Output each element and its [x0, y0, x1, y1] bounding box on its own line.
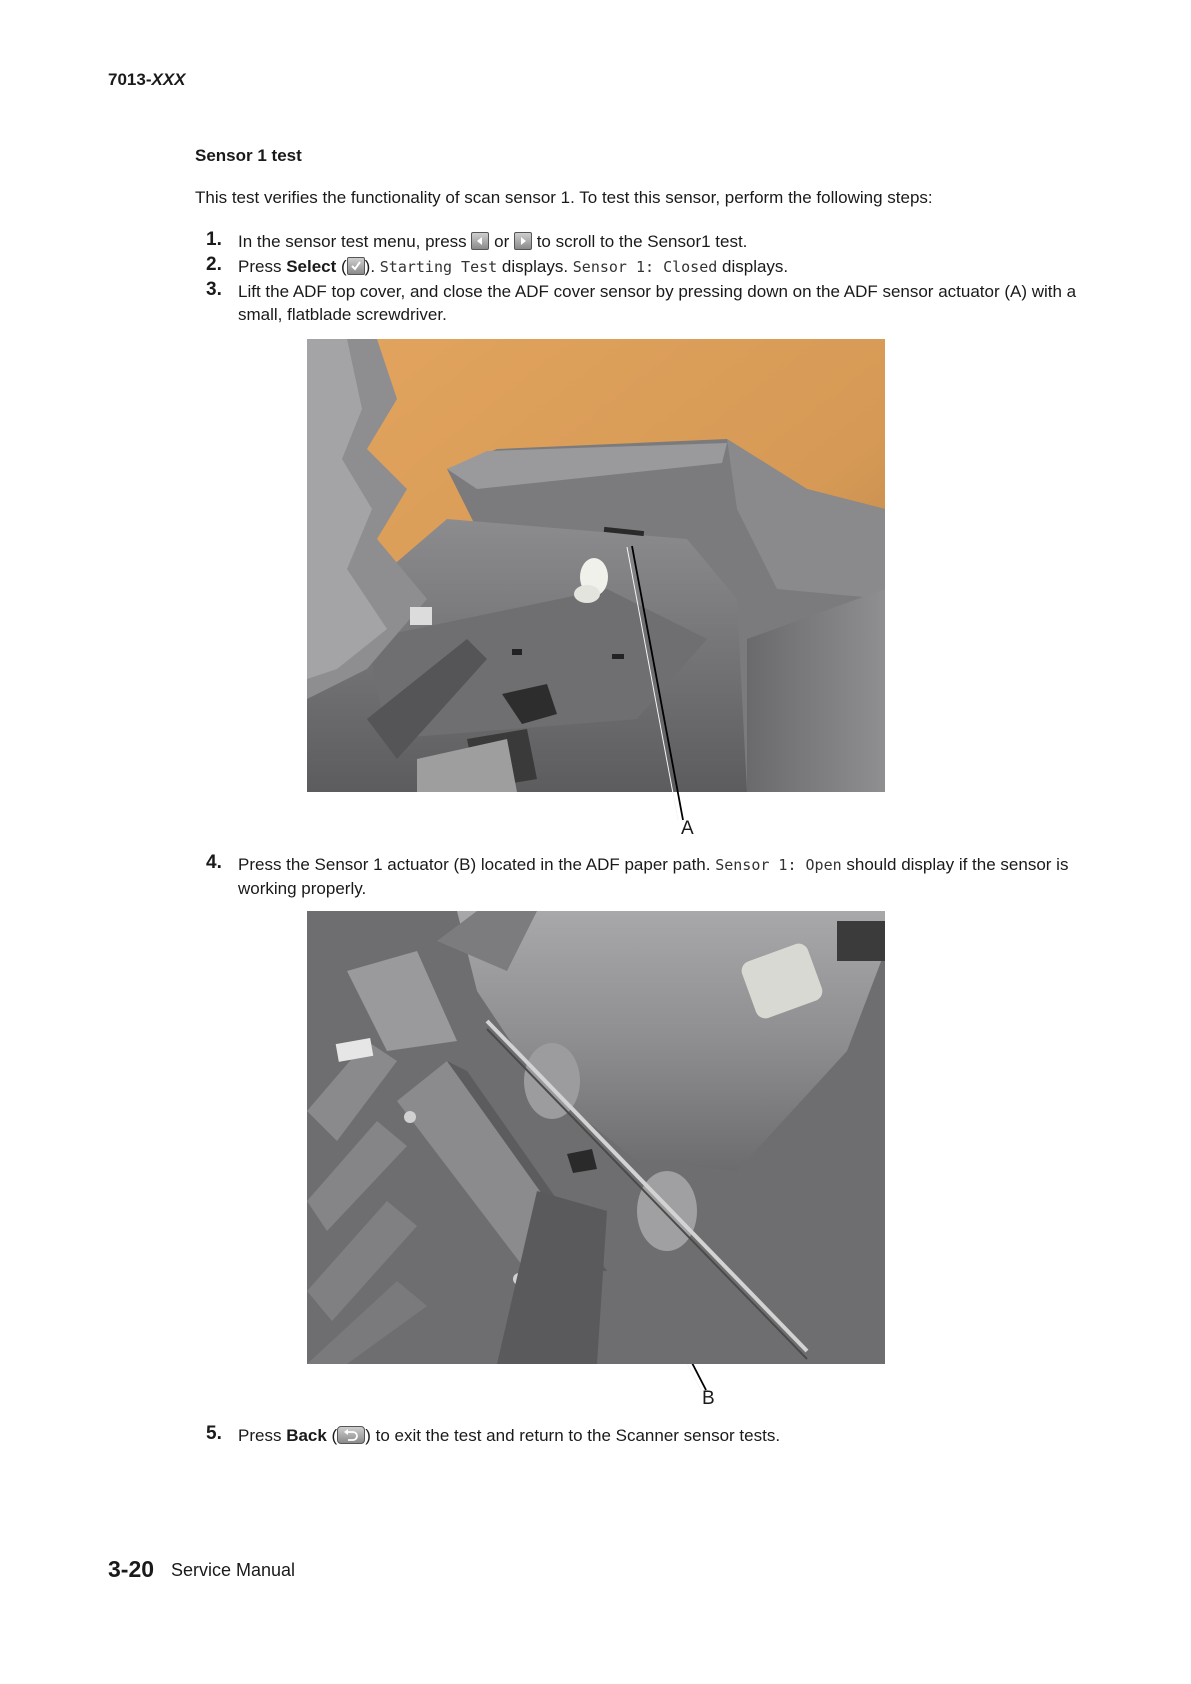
step-number: 4. — [206, 852, 222, 873]
step-text — [238, 1424, 1086, 1447]
step-text-part: In the sensor test menu, press — [238, 232, 472, 251]
step-text-part: or — [489, 232, 514, 251]
step-text: Lift the ADF top cover, and close the ADF cover sensor by pressing down on the ADF sensor actuator (A) with a small, flatblade screwdriver. — [238, 282, 1077, 324]
step-text-part: ( — [326, 1426, 338, 1445]
step-text-part: displays. — [497, 257, 573, 276]
step-4 — [206, 853, 1086, 900]
step-text-part: Press the Sensor 1 actuator (B) located in the ADF paper path. — [238, 855, 716, 874]
step-text-part: displays. — [717, 257, 789, 276]
step-text-part: ). — [364, 257, 380, 276]
display-message-starting-test: Starting Test — [379, 258, 498, 276]
step-text — [238, 853, 1086, 900]
model-suffix: XXX — [151, 70, 186, 89]
step-text-part: ( — [336, 257, 347, 276]
display-message-sensor-closed: Sensor 1: Closed — [572, 258, 718, 276]
callout-label-b: B — [702, 1388, 715, 1409]
page-number: 3-20 — [108, 1556, 155, 1582]
step-number: 1. — [206, 229, 222, 250]
step-text-part: should display if the sensor is working properly. — [238, 855, 1069, 898]
figure-paper-path-sensor-photo — [307, 911, 885, 1364]
back-button-icon — [337, 1426, 365, 1444]
step-number: 3. — [206, 279, 222, 300]
manual-title: Service Manual — [171, 1560, 296, 1580]
step-text-part: ) to exit the test and return to the Scanner sensor tests. — [365, 1426, 781, 1445]
step-number: 2. — [206, 254, 222, 275]
step-5 — [206, 1424, 1086, 1447]
display-message-sensor-open: Sensor 1: Open — [715, 856, 842, 874]
step-text-part: Press — [238, 257, 287, 276]
section-intro: This test verifies the functionality of scan sensor 1. To test this sensor, perform the following steps: — [195, 188, 933, 207]
back-label: Back — [286, 1426, 327, 1445]
select-label: Select — [286, 257, 337, 276]
model-prefix: 7013- — [108, 70, 152, 89]
step-text-part: Press — [238, 1426, 287, 1445]
section-title: Sensor 1 test — [195, 146, 302, 165]
step-number: 5. — [206, 1423, 222, 1444]
callout-label-a: A — [681, 818, 694, 839]
step-text-part: to scroll to the Sensor1 test. — [531, 232, 748, 251]
